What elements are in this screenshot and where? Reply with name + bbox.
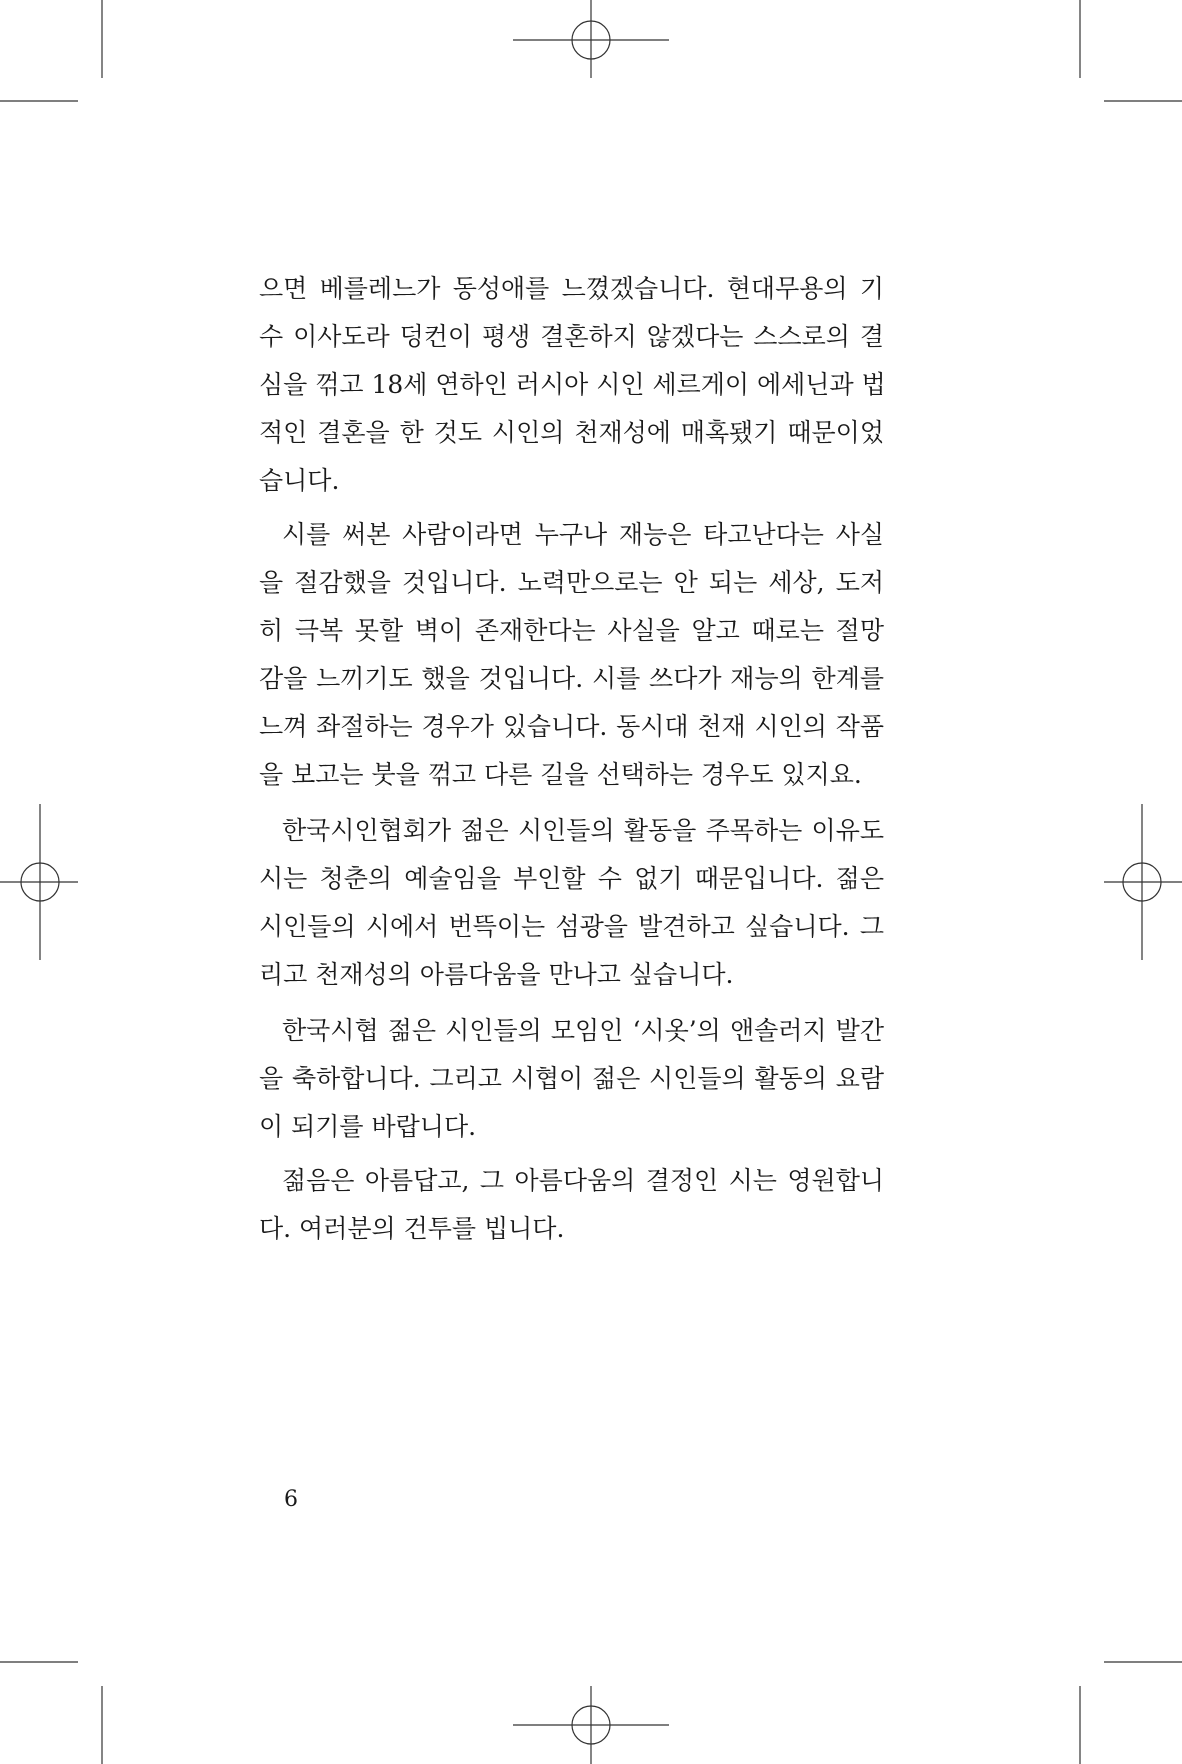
text-line: 적인 결혼을 한 것도 시인의 천재성에 매혹됐기 때문이었 [259,418,884,447]
text-line: 느껴 좌절하는 경우가 있습니다. 동시대 천재 시인의 작품 [259,712,884,741]
text-line: 시를 써본 사람이라면 누구나 재능은 타고난다는 사실 [282,520,884,549]
text-line: 한국시협 젊은 시인들의 모임인 ‘시옷’의 앤솔러지 발간 [282,1016,884,1045]
text-line: 리고 천재성의 아름다움을 만나고 싶습니다. [259,960,734,989]
text-line: 시는 청춘의 예술임을 부인할 수 없기 때문입니다. 젊은 [259,864,884,893]
text-line: 감을 느끼기도 했을 것입니다. 시를 쓰다가 재능의 한계를 [259,664,884,693]
text-line: 이 되기를 바랍니다. [259,1112,477,1141]
text-line: 한국시인협회가 젊은 시인들의 활동을 주목하는 이유도 [282,816,884,845]
text-line: 을 절감했을 것입니다. 노력만으로는 안 되는 세상, 도저 [259,568,884,597]
text-line: 을 보고는 붓을 꺾고 다른 길을 선택하는 경우도 있지요. [259,760,862,789]
text-line: 히 극복 못할 벽이 존재한다는 사실을 알고 때로는 절망 [259,616,884,645]
text-line: 시인들의 시에서 번뜩이는 섬광을 발견하고 싶습니다. 그 [259,912,884,941]
text-line: 심을 꺾고 18세 연하인 러시아 시인 세르게이 에세닌과 법 [259,370,886,399]
text-line: 다. 여러분의 건투를 빕니다. [259,1214,565,1243]
text-line: 습니다. [259,466,340,495]
text-line: 을 축하합니다. 그리고 시협이 젊은 시인들의 활동의 요람 [259,1064,884,1093]
text-line: 으면 베를레느가 동성애를 느꼈겠습니다. 현대무용의 기 [259,274,884,303]
page-number: 6 [284,1487,298,1512]
text-line: 수 이사도라 덩컨이 평생 결혼하지 않겠다는 스스로의 결 [259,322,884,351]
text-line: 젊음은 아름답고, 그 아름다움의 결정인 시는 영원합니 [282,1166,884,1195]
